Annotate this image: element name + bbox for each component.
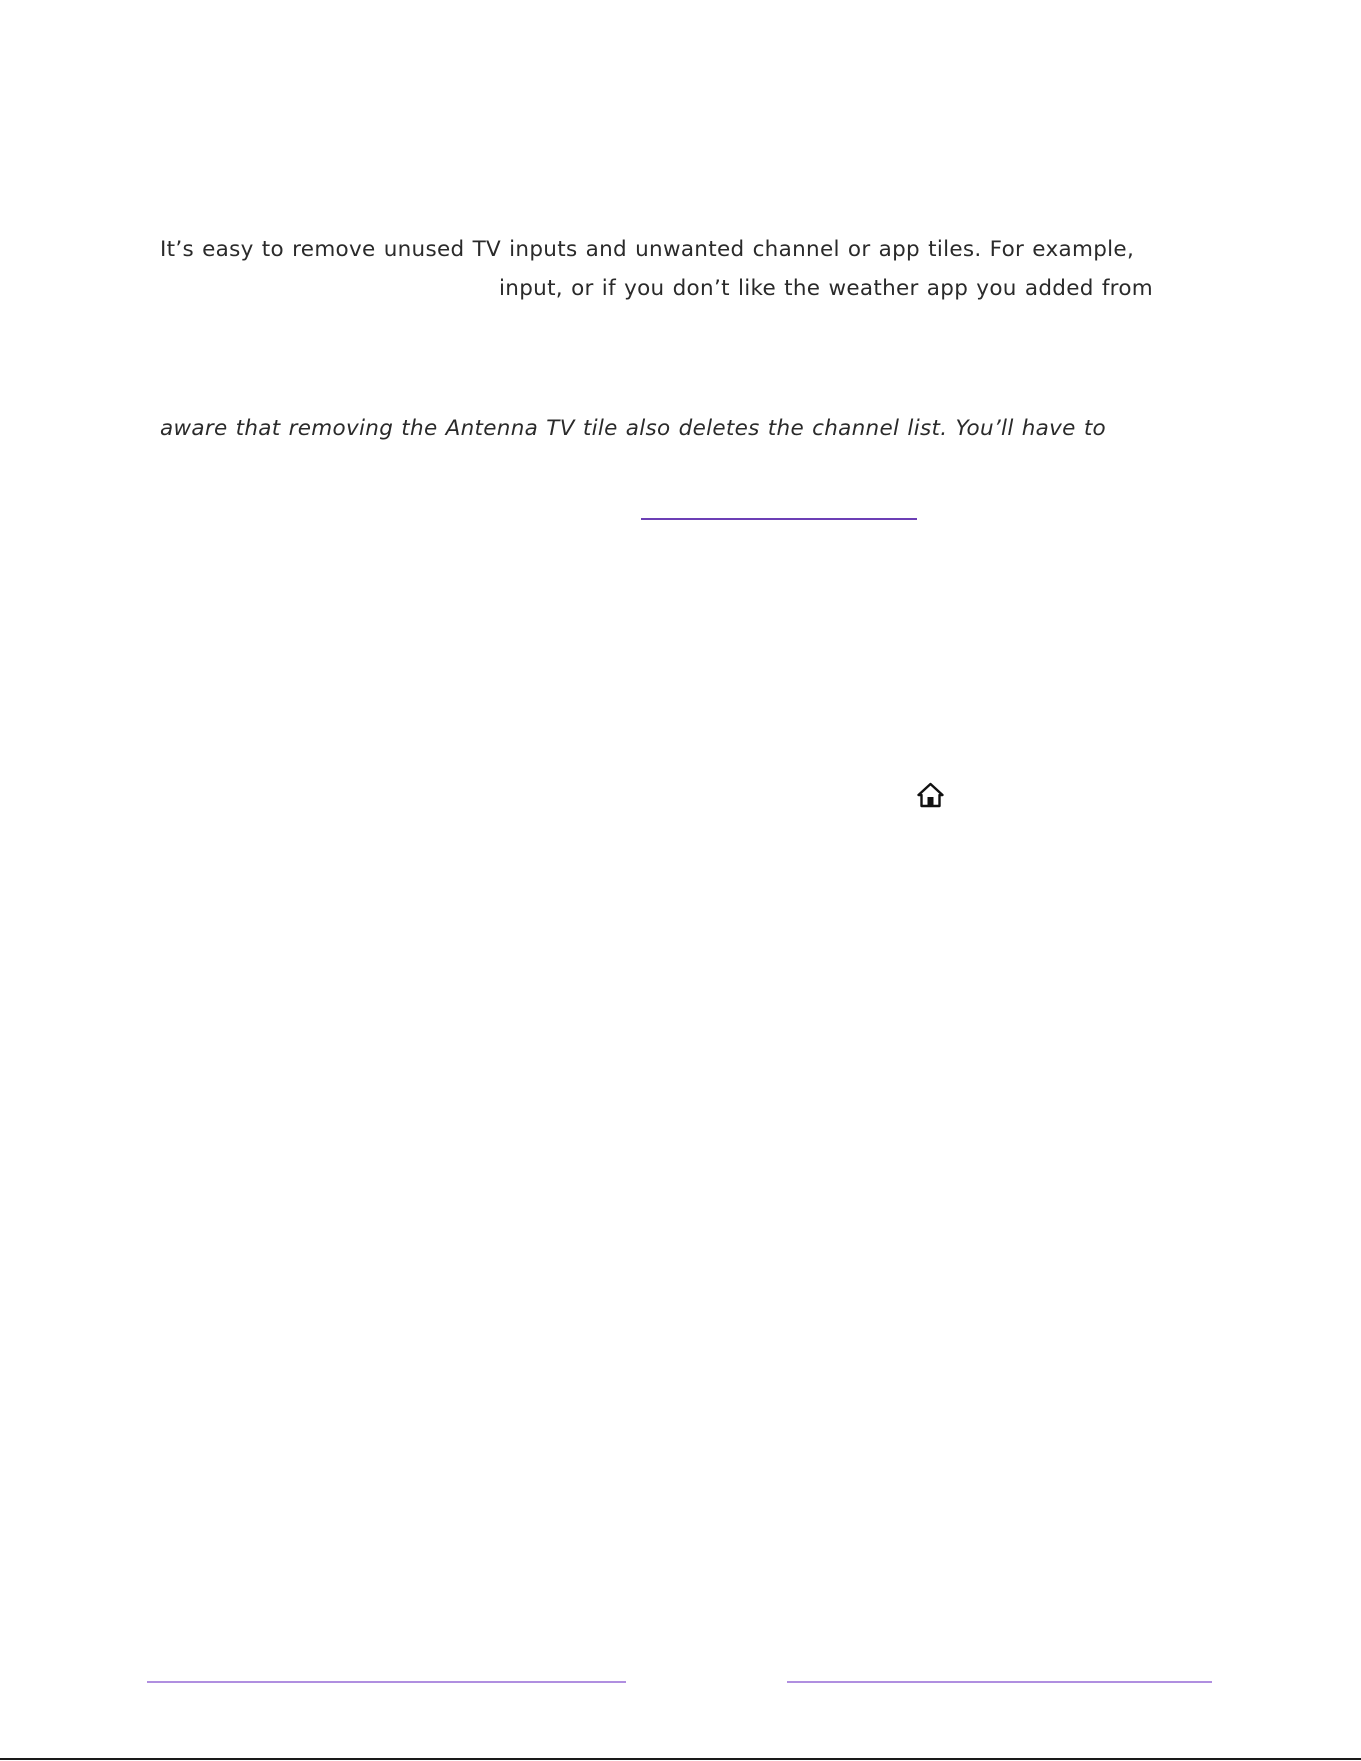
page-bottom-edge — [0, 1758, 1361, 1760]
home-icon — [917, 782, 944, 808]
body-text-line-1: It’s easy to remove unused TV inputs and unwanted channel or app tiles. For example, — [160, 237, 1135, 262]
body-text-line-2: input, or if you don’t like the weather app you added from — [499, 276, 1154, 301]
footer-rule-right — [787, 1681, 1212, 1683]
footer-rule-left — [147, 1681, 626, 1683]
hyperlink-underline[interactable] — [641, 518, 917, 520]
note-text-line: aware that removing the Antenna TV tile also deletes the channel list. You’ll have to — [160, 416, 1107, 441]
